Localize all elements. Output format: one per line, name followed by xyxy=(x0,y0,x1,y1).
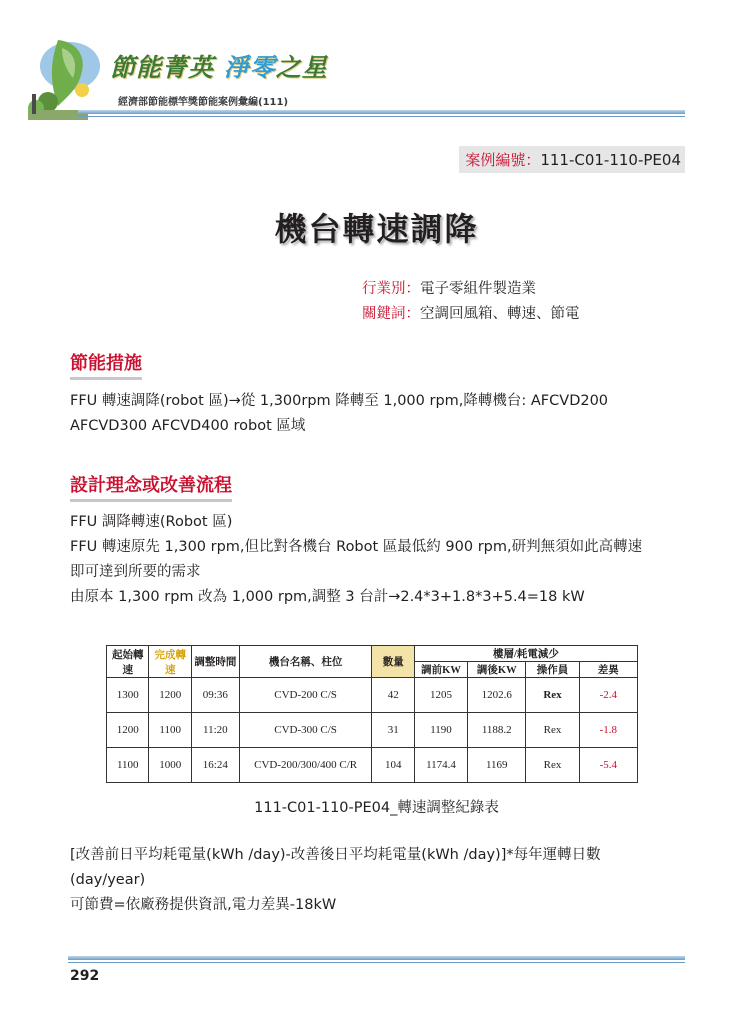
cell-operator: Rex xyxy=(526,678,579,713)
savings-line: (day/year) xyxy=(70,872,146,888)
measures-line: FFU 轉速調降(robot 區)→從 1,300rpm 降轉至 1,000 rpm,降轉機台: AFCVD200 xyxy=(70,393,609,409)
cell-machine: CVD-300 C/S xyxy=(239,713,372,748)
case-number-label: 案例編號： xyxy=(465,151,541,169)
cell-qty: 31 xyxy=(372,713,414,748)
cell-after: 1169 xyxy=(468,748,526,783)
cell-time: 11:20 xyxy=(191,713,239,748)
industry-value: 電子零組件製造業 xyxy=(420,281,536,297)
design-line: FFU 轉速原先 1,300 rpm,但比對各機台 Robot 區最低約 900 rpm,研判無須如此高轉速 xyxy=(70,539,643,555)
cell-diff: -1.8 xyxy=(579,713,637,748)
header-machine: 機台名稱、柱位 xyxy=(239,646,372,678)
footer-divider xyxy=(68,956,685,960)
table-header-row xyxy=(107,646,638,662)
measures-paragraph xyxy=(70,389,685,439)
cell-start: 1300 xyxy=(107,678,149,713)
header-before-kw: 調前KW xyxy=(414,662,467,678)
cell-after: 1202.6 xyxy=(468,678,526,713)
design-line: 由原本 1,300 rpm 改為 1,000 rpm,調整 3 台計→2.4*3+1.8*3+5.4=18 kW xyxy=(70,589,585,605)
industry-label: 行業別： xyxy=(362,281,420,297)
table-row xyxy=(107,748,638,783)
table-row xyxy=(107,713,638,748)
cell-qty: 104 xyxy=(372,748,414,783)
cell-time: 09:36 xyxy=(191,678,239,713)
design-line: FFU 調降轉速(Robot 區) xyxy=(70,514,233,530)
cell-after: 1188.2 xyxy=(468,713,526,748)
cell-diff: -5.4 xyxy=(579,748,637,783)
speed-adjustment-table xyxy=(106,645,638,783)
brand-subtitle: 經濟部節能標竿獎節能案例彙編(111) xyxy=(118,97,289,108)
header-group: 樓層/耗電減少 xyxy=(414,646,637,662)
cell-operator: Rex xyxy=(526,713,579,748)
table-row xyxy=(107,678,638,713)
cell-before: 1174.4 xyxy=(414,748,467,783)
cell-qty: 42 xyxy=(372,678,414,713)
case-number-value: 111-C01-110-PE04 xyxy=(540,151,681,169)
cell-before: 1205 xyxy=(414,678,467,713)
header-operator: 操作員 xyxy=(526,662,579,678)
industry-row xyxy=(362,277,536,298)
cell-done: 1100 xyxy=(149,713,191,748)
cell-machine: CVD-200 C/S xyxy=(239,678,372,713)
brand-title-part4: 之星 xyxy=(275,53,328,82)
case-number-box xyxy=(459,146,685,173)
footer-divider-thin xyxy=(68,962,685,963)
cell-start: 1100 xyxy=(107,748,149,783)
savings-line: 可節費=依廠務提供資訊,電力差異-18kW xyxy=(70,897,337,913)
cell-machine: CVD-200/300/400 C/R xyxy=(239,748,372,783)
keywords-row xyxy=(362,302,580,323)
cell-before: 1190 xyxy=(414,713,467,748)
measures-line: AFCVD300 AFCVD400 robot 區域 xyxy=(70,418,306,434)
cell-time: 16:24 xyxy=(191,748,239,783)
cell-done: 1000 xyxy=(149,748,191,783)
savings-paragraph xyxy=(70,843,685,918)
cell-operator: Rex xyxy=(526,748,579,783)
keywords-value: 空調回風箱、轉速、節電 xyxy=(420,306,580,322)
section-heading-design: 設計理念或改善流程 xyxy=(70,471,232,502)
header-start-speed: 起始轉速 xyxy=(107,646,149,678)
cell-start: 1200 xyxy=(107,713,149,748)
cell-diff: -2.4 xyxy=(579,678,637,713)
brand-title-part2: 菁英 xyxy=(162,53,215,82)
page-title: 機台轉速調降 xyxy=(274,210,479,248)
header-divider-thin xyxy=(78,116,685,117)
cell-done: 1200 xyxy=(149,678,191,713)
speed-adjustment-table-image xyxy=(106,645,638,782)
header-diff: 差異 xyxy=(579,662,637,678)
header-divider xyxy=(78,110,685,114)
design-line: 即可達到所要的需求 xyxy=(70,564,201,580)
brand-title-part3: 淨零 xyxy=(223,53,276,82)
brand-title-part1: 節能 xyxy=(110,53,163,82)
table-caption: 111-C01-110-PE04_轉速調整紀錄表 xyxy=(254,800,499,816)
design-paragraph xyxy=(70,510,685,610)
header-adjust-time: 調整時間 xyxy=(191,646,239,678)
header-qty: 數量 xyxy=(372,646,414,678)
section-heading-measures: 節能措施 xyxy=(70,349,142,380)
page-number: 292 xyxy=(70,968,100,984)
savings-line: [改善前日平均耗電量(kWh /day)-改善後日平均耗電量(kWh /day)]*每年運轉日數 xyxy=(70,847,601,863)
brand-title xyxy=(110,48,328,84)
header-done-speed: 完成轉速 xyxy=(149,646,191,678)
header-after-kw: 調後KW xyxy=(468,662,526,678)
keywords-label: 關鍵詞： xyxy=(362,306,420,322)
